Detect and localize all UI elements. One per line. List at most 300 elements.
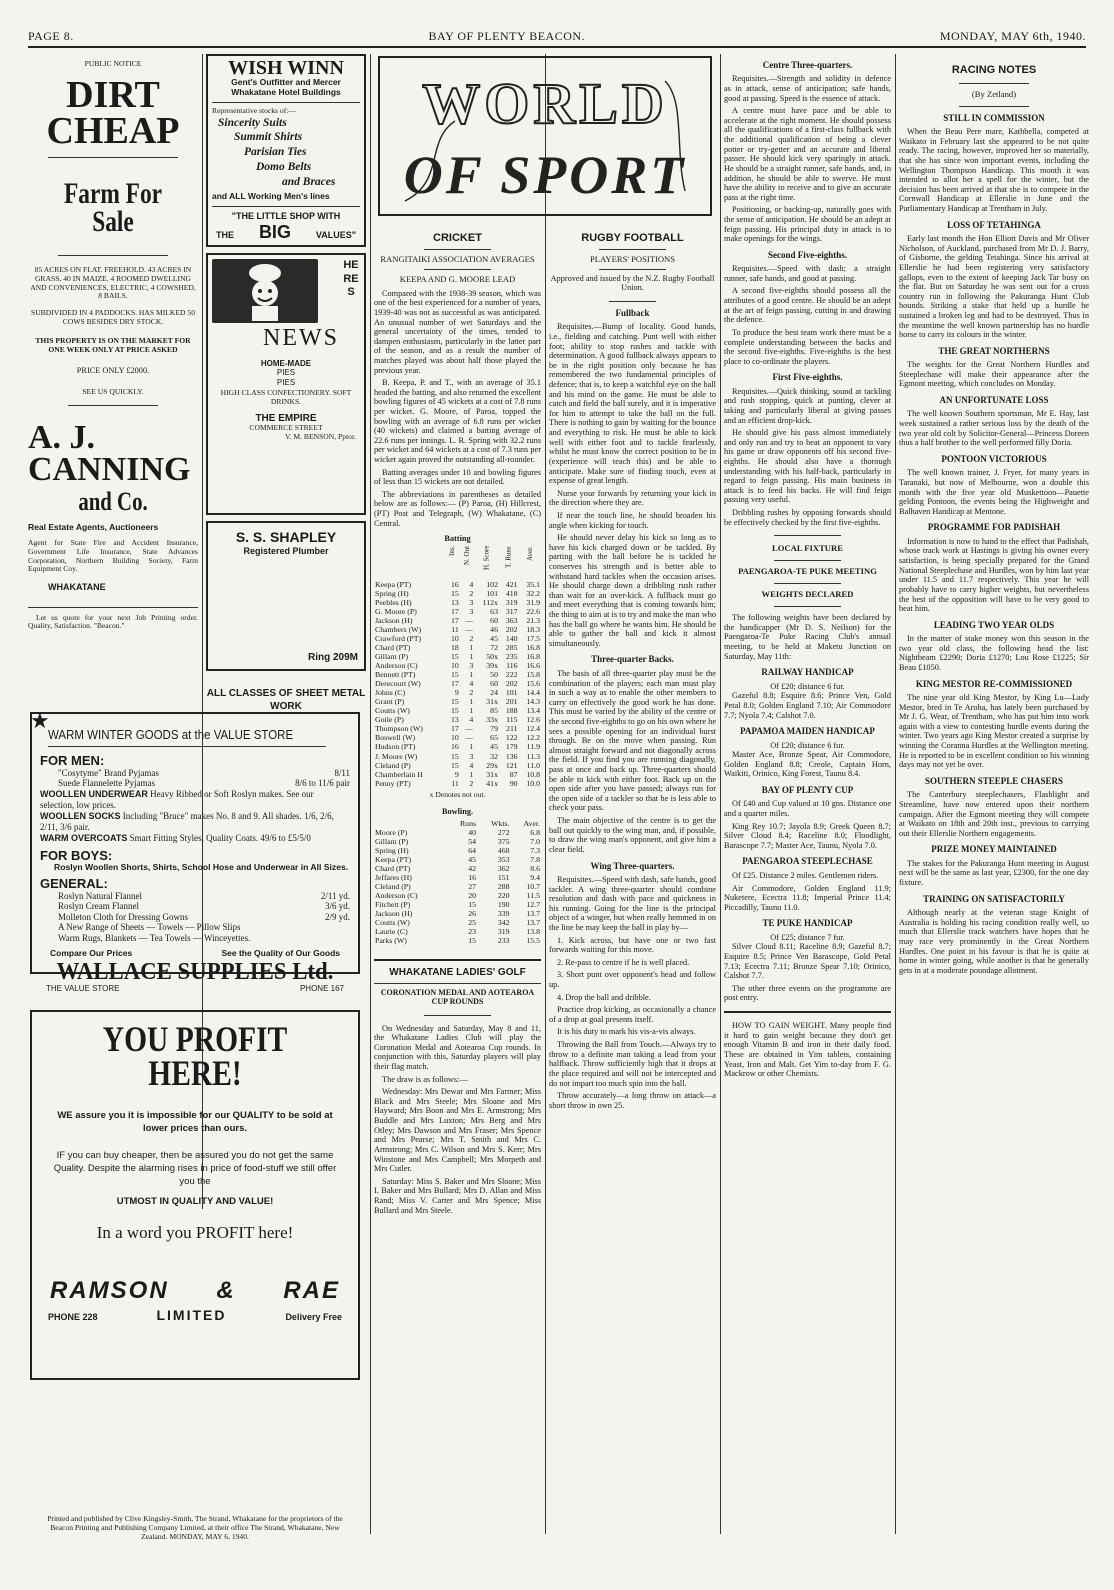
stat-cell: 342 [497, 918, 510, 928]
masthead [28, 28, 1086, 48]
stat-cell: 339 [497, 909, 510, 919]
stat-cell: 6.8 [530, 828, 540, 838]
stat-cell: 319 [505, 597, 518, 607]
stat-cell: 122 [505, 733, 518, 743]
article-paragraph: Of £40 and Cup valued at 10 gns. Distance one and a quarter miles. [724, 799, 891, 819]
local-fixture: LOCAL FIXTURE [772, 543, 843, 554]
stat-cell: 60 [490, 679, 498, 689]
farm-heading: Farm For Sale [63, 176, 163, 239]
wallace-title: WARM WINTER GOODS at the VALUE STORE [48, 728, 326, 747]
stat-cell: 7.3 [530, 846, 540, 856]
stat-cell: 10 [450, 634, 459, 644]
for-men: FOR MEN: [40, 752, 105, 768]
table-row [374, 761, 541, 770]
article-paragraph: He should give his pass almost immediately and only run and try to beat an opponent to vary his game or draw opponents off his second five-eighths. He should also have a thorough understanding with his half-back, particularly in regard to feign passing. His main business in attack is to feed his backs. He will find feign passing very useful. [724, 428, 891, 505]
stat-cell: 288 [497, 882, 510, 892]
pies-line: PIES [276, 377, 296, 387]
racing-column [899, 54, 1089, 1554]
wing-heading: Wing Three-quarters. [590, 860, 675, 871]
article-paragraph: Of £25. Distance 2 miles. Gentlemen riders. [732, 870, 879, 880]
article-paragraph: Requisites.—Speed with dash, safe hands, good tackler. A wing three-quarter should combine resolution and dash with pace and quickness in his running. Going for the line is the principal object of a winger, but when really hemmed in on the line he may keep the ball in play by— [549, 874, 717, 932]
player-name: Spring (H) [375, 846, 409, 856]
stat-cell: 15 [450, 706, 459, 716]
stat-cell: 17 [450, 607, 459, 617]
stat-cell: 45 [468, 855, 477, 865]
property-details: 85 ACRES ON FLAT. FREEHOLD. 43 ACRES IN GRASS, 40 IN MAIZE. 4 ROOMED DWELLING AND CONVENIENCES, ELECTRIC, 4 COWSHED, 8 BAILS. [30, 264, 196, 301]
plumber-line: Registered Plumber [243, 545, 329, 556]
heres-news-ad [206, 253, 366, 515]
stat-cell: 211 [506, 724, 518, 734]
table-row [374, 589, 541, 598]
table-row [374, 882, 541, 891]
article-paragraph: Dribbling rushes by opposing forwards should be effectively checked by the first five-eighths. [724, 508, 891, 527]
stat-cell: 12.6 [526, 715, 540, 725]
player-name: Hudson (PT) [375, 742, 416, 752]
col2-ads [206, 54, 366, 714]
article-paragraph: The nine year old King Mestor, by King Lu—Lady Mestor, bred in Te Aroha, has lately been purchased by Mr J. G. Wear, of Trentham, who has put him into work again with a view to contesting hurdle events during the winter. Two years ago King Mestor created a surprise by winning the Coranna Hurdles at the Wellington meeting. He is reported to be in excellent condition so his winning days may not yet be over. [899, 693, 1089, 770]
stat-cell: 15 [468, 900, 477, 910]
stat-cell: 201 [505, 697, 518, 707]
racing-subhead: PRIZE MONEY MAINTAINED [931, 844, 1057, 855]
underwear-desc: Heavy Ribbed or Soft Roslyn makes. See our selection, low prices. [40, 789, 314, 810]
article-paragraph: To produce the best team work there must be a complete understanding between the backs and the second five-eighths. Five-eighths is the best place to co-ordinate the players. [724, 327, 891, 366]
player-name: Coutts (W) [375, 918, 410, 928]
stat-cell: 13.4 [526, 706, 540, 716]
article-paragraph: The Canterbury steeplechasers, Flashlight and Streamline, have now entered upon their northern campaign. After the Egmont meeting they will compete at Waikato on 18th and 20th inst., previous to carrying out their Ellerslie Northern engagements. [899, 790, 1089, 838]
stat-cell: 16 [468, 873, 477, 883]
player-name: Anderson (C) [375, 661, 418, 671]
golf-heading: WHAKATANE LADIES' GOLF [389, 967, 526, 979]
benson-line: V. M. BENSON, Pptor. [285, 431, 356, 441]
amp: & [216, 1277, 236, 1305]
stat-cell: 31x [486, 769, 498, 779]
stat-cell: 24 [490, 688, 498, 698]
stat-cell: 15.8 [526, 670, 540, 680]
stat-cell: 11.5 [526, 891, 540, 901]
shapley-ad [206, 521, 366, 671]
shapley-name: S. S. SHAPLEY [235, 529, 337, 546]
stat-cell: 11.0 [526, 760, 540, 770]
page-number: PAGE 8. [28, 29, 74, 44]
stat-cell: — [465, 625, 474, 635]
stat-cell: 362 [497, 864, 510, 874]
stat-cell: 22.6 [526, 607, 540, 617]
agent-for: Agent for State Fire and Accident Insurance, Government Life Insurance, State Advances Corporation, Northern Building Society, Farm Equipment Coy. [28, 537, 198, 574]
little-big: BIG [258, 221, 291, 242]
article-paragraph: Throw accurately—a long throw on attack—a short throw in own 25. [549, 1091, 716, 1110]
three-quarter-heading: Three-quarter Backs. [591, 654, 674, 665]
stat-cell: 1 [469, 769, 474, 779]
stat-cell: 319 [497, 927, 510, 937]
player-name: Coutts (W) [375, 706, 410, 716]
bowling-heading: Bowling. [441, 807, 474, 817]
stat-cell: 13.7 [526, 918, 540, 928]
table-row [374, 616, 541, 625]
stat-cell: 101 [505, 688, 518, 698]
wallace-ad [30, 708, 360, 993]
article-paragraph: Silver Cloud 8.11; Raceline 8.9; Gazeful 8.7; Esquire 8.5; Prince Ven Barascope, Gold Petal 7.13; Ecectra 7.11; Bronze Spear 7.10; Orinico, Calshot 7.7. [724, 942, 891, 981]
article-paragraph: The abbreviations in parentheses as detailed below are as follows:— (P) Paroa, (H) Hillcrest, (PT) Post and Telegraph, (W) Whakatane, (C) Central. [374, 489, 541, 528]
cheap-heading: CHEAP [46, 109, 180, 152]
farm-sale-ad [28, 54, 198, 694]
stock-item: Summit Shirts [234, 131, 303, 144]
stat-cell: 15.5 [526, 936, 540, 946]
stat-cell: 16.6 [526, 661, 540, 671]
player-name: Jackson (H) [375, 616, 413, 626]
stat-cell: 50x [486, 652, 498, 662]
stat-cell: 11 [451, 625, 459, 635]
profit-heading: YOU PROFIT HERE! [102, 1019, 288, 1094]
stat-cell: 41x [486, 778, 498, 788]
hotel-line: Whakatane Hotel Buildings [231, 86, 341, 97]
stat-cell: 4 [469, 715, 474, 725]
stat-cell: 13 [450, 715, 459, 725]
stat-cell: 1 [469, 670, 474, 680]
table-row [374, 697, 541, 706]
stat-cell: 18 [450, 643, 459, 653]
wish-winn-ad [206, 54, 366, 247]
railway-heading: RAILWAY HANDICAP [761, 667, 854, 678]
stat-cell: 202 [505, 625, 518, 635]
player-name: Johns (C) [375, 688, 406, 698]
second-five-heading: Second Five-eighths. [767, 249, 847, 260]
paengaroa-heading: PAENGAROA-TE PUKE MEETING [738, 566, 877, 577]
boys-desc: Roslyn Woollen Shorts, Shirts, School Hose and Underwear in All Sizes. [54, 861, 349, 872]
stat-cell: 54 [468, 837, 477, 847]
little-the: THE [216, 229, 234, 240]
article-paragraph: The other three events on the programme are post entry. [724, 983, 891, 1003]
table-col-header: Ins. [448, 545, 457, 557]
see-quality: See the Quality of Our Goods [221, 947, 340, 958]
stat-cell: 15.6 [526, 679, 540, 689]
article-paragraph: Although nearly at the veteran stage Knight of Australia is holding his racing condition really well, so much that Ellerslie track watchers have hopes that he may race very prominently in the Great Northern Hurdles. One point in his favour is that he is quite at home in winter going, while another is that he generally gets in at a moderate poundage allotment. [899, 908, 1089, 975]
player-name: Parks (W) [375, 936, 407, 946]
table-row [374, 891, 541, 900]
stat-cell: 23 [468, 927, 477, 937]
papamoa-prize: Of £20; distance 6 fur. [770, 740, 845, 750]
table-row [374, 634, 541, 643]
table-row [374, 607, 541, 616]
stat-cell: 90 [509, 778, 518, 788]
stat-cell: 17 [450, 679, 459, 689]
player-name: Crawford (PT) [375, 634, 422, 644]
value-store: THE VALUE STORE [46, 983, 120, 993]
stat-cell: 2 [469, 688, 474, 698]
article-paragraph: He should never delay his kick so long as to have his kick charged down or be tackled. By parting with the ball before he is tackled he conserves his strength and is better able to withstand hard tackles when the occasion arises. He should charge down a dribbling rush rather than wait for an over-kick. A fullback must go and meet everything that is coming towards him; the thing to aim at is to try and make the man who has the ball go where he wants him. He should be able to gather the ball and kick it almost simultaneously. [549, 533, 716, 648]
table-row [374, 770, 541, 779]
stat-cell: 179 [505, 742, 518, 752]
stat-cell: 1 [469, 697, 474, 707]
stat-cell: 50 [490, 670, 498, 680]
stat-cell: 363 [505, 616, 518, 626]
stock-item: Sincerity Suits [218, 116, 287, 129]
table-row [374, 864, 541, 873]
home-made: HOME-MADE [260, 359, 312, 369]
ramson-name: RAMSON [50, 1277, 169, 1305]
article-paragraph: Gazeful 8.8; Esquire 8.6; Prince Ven, Gold Petal 8.0; Golden England 7.10; Air Commodore 7.7; Nyola 7.4; Calshot 7.0. [724, 691, 891, 720]
table-row [374, 661, 541, 670]
cricket-sub: RANGITAIKI ASSOCIATION AVERAGES [380, 253, 535, 264]
batting-heading: Batting [444, 534, 471, 544]
cheaper-text: IF you can buy cheaper, then be assured you do not get the same Quality. Despite the alarming rises in price of food-stuff we still offer you the [53, 1150, 337, 1187]
article-paragraph: Early last month the Hon Elliott Davis and Mr Oliver Nicholson, of Auckland, purchased from Mr D. J. Barry, of Gisborne, the gelding Tetahinga. Since his arrival at Ellerslie he had been registering very satisfactory gallops, even to the extent of keeping Jack Tar busy on the flat. But on Saturday he was sent out for a cross country run in following the Pakuranga Hunt Club hounds. Striking a stake that held up a hurdle he sustained a broken leg and had to be destroyed. Thus in the meantime the well known partnership has no hurdle horse to carry its colours in the winter. [899, 234, 1089, 340]
stat-cell: 85 [490, 706, 498, 716]
stat-cell: 4 [469, 760, 474, 770]
stat-cell: 235 [505, 652, 518, 662]
article-paragraph: B. Keepa, P. and T., with an average of 35.1 headed the batting, and also returned the excellent bowling figures of 45 wickets at a cost of 7.8 runs per wicket. G. Moore, of Paroa, topped the bowling with an average of 6.8 runs per wicket (40 wickets) and claimed a batting average of 22.6 runs per innings. L. R. Spring with 32.2 runs per wicket and 64 wickets at a cost of 7.3 runs per wicket again proved the outstanding all-rounder. [374, 378, 541, 465]
stat-cell: 35.1 [526, 579, 540, 589]
player-name: Peebles (H) [375, 597, 412, 607]
article-paragraph: Requisites.—Strength and solidity in defence as in attack, sense of anticipation; safe hands, good at passing. Speed is the essence of attack. [724, 74, 891, 103]
table-row [374, 652, 541, 661]
article-paragraph: Practice drop kicking, as occasionally a chance of a drop at goal presents itself. [549, 1005, 716, 1024]
stat-cell: 468 [497, 846, 510, 856]
stat-cell: 4 [469, 679, 474, 689]
table-col-header: Aver. [525, 545, 534, 561]
news-heading: NEWS [263, 325, 339, 352]
player-name: Bennett (PT) [375, 670, 416, 680]
stat-cell: 353 [497, 855, 510, 865]
stat-cell: 418 [505, 588, 518, 598]
table-row [374, 927, 541, 936]
stat-cell: 116 [506, 661, 518, 671]
stat-cell: 10.7 [526, 882, 540, 892]
imprint: Printed and published by Clive Kingsley-Smith, The Strand, Whakatane for the proprietors of the Beacon Printing and Publishing Company Limited, at their office The Strand, Whakatane, New Zealand. MONDAY, MAY 6, 1940. [47, 1514, 343, 1541]
player-name: Chambers (W) [375, 625, 422, 635]
steeple-heading: PAENGAROA STEEPLECHASE [742, 856, 873, 867]
wish-winn-name: WISH WINN [228, 57, 344, 79]
stat-cell: 17 [450, 616, 459, 626]
stat-cell: 4 [469, 579, 474, 589]
stat-cell: 15 [450, 670, 459, 680]
stat-cell: 64 [468, 846, 477, 856]
table-row [374, 706, 541, 715]
article-paragraph: Throwing the Ball from Touch.—Always try to throw to a definite man taking a lead from your halfback. Throw sufficiently high that it drops at the place required and will not be intercepted and do not impart too much spin into the ball. [549, 1040, 716, 1088]
racing-byline: (By Zetland) [971, 88, 1017, 99]
column-rule [720, 54, 721, 1534]
stat-cell: 87 [509, 769, 518, 779]
stat-cell: 45 [490, 634, 498, 644]
stat-cell: 136 [505, 751, 518, 761]
article-paragraph: A centre must have pace and be able to accelerate at the right moment. He should possess all the qualifications of a first-class fullback with the additional qualification of being a clever potter or try-getter and an accurate and liberal passer. He should kick very sparingly in attack. He should be a straight runner, safe hands, and, in addition, he should be able to swerve. He must have the ability to receive and to give an accurate pass at the right time. [724, 106, 891, 202]
rugby-column [549, 226, 716, 1526]
see-us: SEE US QUICKLY. [82, 386, 144, 396]
stat-cell: 190 [497, 900, 510, 910]
player-name: Chard (PT) [375, 643, 411, 653]
sheet-metal: ALL CLASSES OF SHEET METAL WORK [206, 688, 366, 713]
price: PRICE ONLY £2000. [76, 366, 150, 376]
stat-cell: 2 [469, 588, 474, 598]
article-paragraph: The following weights have been declared by the handicapper (Mr D. S. Neilson) for the Paengaroa-Te Puke Racing Club's annual meeting, to be held at Maketu Junction on Saturday, May 11th: [724, 613, 891, 661]
rugby-heading: RUGBY FOOTBALL [581, 232, 684, 244]
player-name: Gillam (P) [375, 837, 409, 847]
stat-cell: 63 [490, 607, 498, 617]
player-name: Laurie (C) [375, 927, 408, 937]
table-col-header: N. Out [462, 545, 471, 565]
article-paragraph: The main objective of the centre is to get the ball out quickly to the wing man, and, if possible, to draw the wing man's opponent, and give him a clear field. [549, 816, 716, 854]
table-row [374, 580, 541, 589]
stat-cell: 140 [505, 634, 518, 644]
racing-subhead: TRAINING ON SATISFACTORILY [923, 893, 1065, 904]
cricket-lead: KEEPA AND G. MOORE LEAD [399, 273, 516, 284]
printing-quote: Let us quote for your next Job Printing order. Quality, Satisfaction. "Beacon." [28, 612, 198, 631]
underwear-label: WOOLLEN UNDERWEAR [40, 789, 148, 800]
stat-cell: 10.0 [526, 778, 540, 788]
racing-subhead: LOSS OF TETAHINGA [947, 219, 1041, 230]
overcoats-label: WARM OVERCOATS [40, 833, 128, 844]
stat-cell: 14.4 [526, 688, 540, 698]
stat-cell: — [465, 616, 474, 626]
men-item: "Cosytyme" Brand Pyjamas 8/11 [58, 767, 350, 778]
article-paragraph: Requisites.—Speed with dash; a straight runner, safe hands, and good at passing. [724, 264, 891, 283]
stat-cell: 9 [454, 769, 459, 779]
heres-vertical: HERES [343, 259, 359, 298]
article-paragraph: 2. Re-pass to centre if he is well placed. [557, 957, 690, 967]
stat-cell: 11.3 [526, 751, 540, 761]
stat-cell: 39x [486, 661, 498, 671]
little-shop-line: "THE LITTLE SHOP WITH [231, 211, 341, 222]
table-row [374, 742, 541, 751]
article-paragraph: Wednesday: Mrs Dewar and Mrs Farmer; Miss Black and Mrs Steele; Mrs Sloane and Mrs Hayward; Mrs Boon and Mrs E. Armstrong; Mrs Buddle and Mrs Luxton; Mrs Berg and Mrs Otley; Mrs Dawson and Mrs Fraser; Mrs Spence and Mrs Pearse; Mrs T. Smith and Mrs C. Armstrong; Mrs C. Wilson and Mrs S. Kerr; Mrs Winstone and Mrs Campbell; Mrs Morpeth and Mrs Cutler. [374, 1087, 541, 1174]
table-row [374, 670, 541, 679]
stat-cell: 27 [468, 882, 477, 892]
fullback-heading: Fullback [615, 307, 650, 318]
stock-item: Parisian Ties [244, 146, 307, 159]
article-paragraph: It is his duty to mark his vis-a-vis always. [557, 1027, 696, 1037]
player-name: Derecourt (W) [375, 679, 421, 689]
stat-cell: 72 [490, 643, 498, 653]
stat-cell: 25 [468, 918, 477, 928]
ramson-phone: PHONE 228 [48, 1312, 98, 1322]
stat-cell: 15 [450, 760, 459, 770]
stat-cell: 31x [486, 697, 498, 707]
papamoa-heading: PAPAMOA MAIDEN HANDICAP [740, 726, 875, 737]
player-name: Gillam (P) [375, 652, 409, 662]
rae-name: RAE [283, 1277, 340, 1305]
outfitter-line: Gent's Outfitter and Mercer [231, 77, 341, 87]
stat-cell: 2 [469, 778, 474, 788]
banner-sport: OF SPORT [403, 145, 687, 205]
stat-cell: 26 [468, 909, 477, 919]
article-paragraph: 3. Short punt over opponent's head and follow up. [549, 970, 716, 990]
stat-cell: 7.0 [530, 837, 540, 847]
table-row [374, 625, 541, 634]
bop-cup-heading: BAY OF PLENTY CUP [761, 785, 854, 795]
col5 [724, 54, 891, 1554]
cricket-heading: CRICKET [433, 232, 482, 244]
railway-prize: Of £20; distance 6 fur. [770, 681, 845, 691]
stat-cell: 18.3 [526, 625, 540, 635]
general: GENERAL: [40, 875, 108, 891]
stat-cell: 285 [505, 643, 518, 653]
stat-cell: 15 [450, 588, 459, 598]
stat-cell: 2 [469, 634, 474, 644]
stat-cell: 21.3 [526, 616, 540, 626]
stat-cell: 31.9 [526, 597, 540, 607]
column-rule [370, 54, 371, 1534]
player-name: Keepa (PT) [375, 579, 412, 589]
stat-cell: 112x [482, 597, 498, 607]
article-paragraph: The well known trainer, J. Fryer, for many years in Taranaki, but now of Melbourne, won a double this month with the five year old Muskettoon—Pauette gelding Pontoon, the events being the Highweight and Balhaven Handicap at Mentone. [899, 468, 1089, 516]
article-paragraph: The well known Southern sportsman, Mr E. Hay, last week sustained a rather serious loss by the death of the two year old colt by Solicitor-General—Princess Doreen thus a half brother to the well performed filly Doria. [899, 409, 1089, 448]
table-row [374, 733, 541, 742]
stat-cell: 8.6 [530, 864, 540, 874]
stat-cell: 15 [450, 697, 459, 707]
stat-cell: 1 [469, 643, 474, 653]
stat-cell: 16.8 [526, 652, 540, 662]
stat-cell: 11.9 [526, 742, 540, 752]
rugby-sub: PLAYERS' POSITIONS [589, 253, 676, 264]
article-paragraph: King Rey 10.7; Jayola 8.9; Greek Queen 8.7; Silver Cloud 8.4; Raceline 8.0; Floodlight, Barascope 7.7; Master Ace, Taunu, Nyola 7.0. [724, 821, 891, 850]
stat-cell: 65 [490, 733, 498, 743]
cricket-column [374, 226, 541, 1526]
little-values: VALUES" [315, 229, 356, 240]
gain-weight-ad: HOW TO GAIN WEIGHT. Many people find it hard to gain weight because they don't get enough Vitamin B and iron in their daily food. These are obtained in Yim tablets, containing Yeast, Iron and Malt. Get Yim to-day from F. G. Mackrow or other Chemists. [724, 1021, 891, 1079]
subdivision-details: SUBDIVIDED IN 4 PADDOCKS. HAS MILKED 50 COWS BESIDES DRY STOCK. [30, 308, 196, 326]
racing-subhead: PONTOON VICTORIOUS [941, 453, 1047, 464]
stat-cell: 17 [450, 724, 459, 734]
stat-cell: 151 [497, 873, 510, 883]
stat-cell: 317 [505, 607, 518, 617]
stat-cell: 121 [505, 760, 518, 770]
table-row [374, 855, 541, 864]
article-paragraph: Positioning, or backing-up, naturally goes with the sense of anticipation. He should be an adept at feign passing. His principal duty in attack is to make openings for the wings. [724, 205, 891, 244]
table-col-header: Wkts. [491, 819, 510, 829]
player-name: Anderson (C) [375, 891, 418, 901]
commerce-street: COMMERCE STREET [249, 423, 323, 433]
article-paragraph: The stakes for the Pakuranga Hunt meeting in August next will be the same as last year, £2300, for the one day fixture. [899, 858, 1089, 888]
stat-cell: 375 [497, 837, 510, 847]
chef-icon [220, 261, 310, 321]
player-name: Jeffares (H) [375, 873, 412, 883]
not-out-note: x Denotes not out. [429, 789, 486, 799]
stat-cell: 272 [497, 828, 510, 838]
stat-cell: 40 [468, 828, 477, 838]
racing-subhead: STILL IN COMMISSION [943, 112, 1045, 123]
stat-cell: 46 [490, 625, 498, 635]
stat-cell: 10.8 [526, 769, 540, 779]
issue-date: MONDAY, MAY 6th, 1940. [939, 29, 1086, 44]
stat-cell: 15 [450, 652, 459, 662]
stat-cell: 17.5 [526, 634, 540, 644]
player-name: Spring (H) [375, 588, 409, 598]
stat-cell: 222 [505, 670, 518, 680]
article-paragraph: When the Beau Pere mare, Kathbella, competed at Waikato in February last she appeared to be not quite ready. The racing, however, improved her so materially, that she has since won important events, including the Wellington Thompson Handicap. This month it was intended to allot her a spell for the winter, but the decision has been arrived at that she is to compete in the Cornwall Handicap at Ellerslie in June and the Parliamentary Handicap at Trentham in July. [899, 127, 1089, 214]
ramson-ad [30, 1010, 360, 1380]
batting-table [374, 546, 541, 788]
range-line: A New Range of Sheets — Towels — Pillow Slips [58, 922, 241, 933]
paper-name: BAY OF PLENTY BEACON. [428, 29, 586, 44]
table-row [374, 900, 541, 909]
racing-subhead: AN UNFORTUNATE LOSS [939, 395, 1049, 406]
socks-label: WOOLLEN SOCKS [40, 811, 121, 822]
article-paragraph: Compared with the 1938-39 season, which was one of the best experienced for a number of years, 1939-40 was not as successful as was anticipated. An unusual number of wet Saturdays and the general uncertainty of the times, tended to dampen enthusiasm, particularly in the latter part of the season, and as a result the number of matches played was about half those played the previous year. [374, 288, 541, 375]
table-row [374, 779, 541, 788]
town-name: WHAKATANE [48, 582, 106, 593]
table-row [374, 828, 541, 837]
stat-cell: 32 [490, 751, 498, 761]
centre-heading: Centre Three-quarters. [762, 60, 853, 70]
stat-cell: 10 [450, 733, 459, 743]
stat-cell: 13.7 [526, 909, 540, 919]
stat-cell: 3 [469, 751, 474, 761]
limited: LIMITED [156, 1307, 227, 1323]
stat-cell: 13 [450, 597, 459, 607]
assure-text: WE assure you it is impossible for our QUALITY to be sold at lower prices than ours. [57, 1110, 333, 1135]
working-line: and ALL Working Men's lines [212, 191, 330, 202]
empire-name: THE EMPIRE [255, 412, 317, 424]
stat-cell: 14.3 [526, 697, 540, 707]
